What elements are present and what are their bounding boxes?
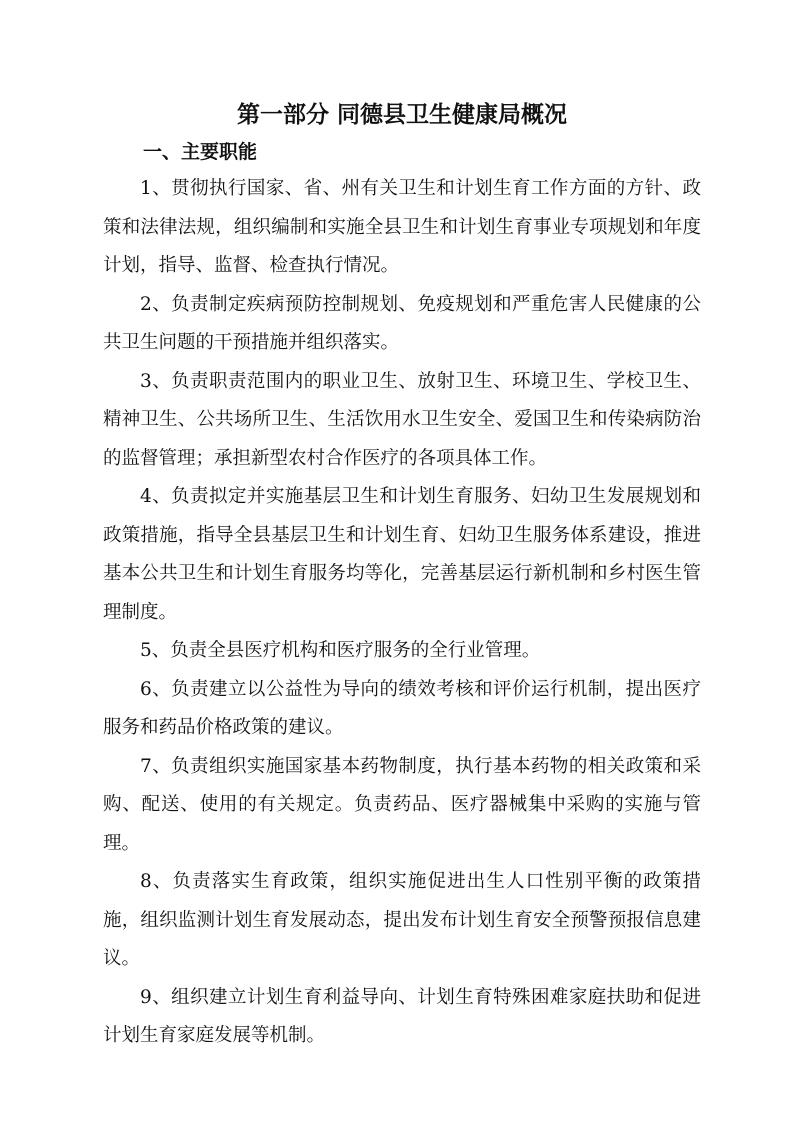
paragraph-duty-9: 9、组织建立计划生育利益导向、计划生育特殊困难家庭扶助和促进计划生育家庭发展等机制。 <box>103 986 701 1046</box>
paragraph-duty-6: 6、负责建立以公益性为导向的绩效考核和评价运行机制，提出医疗服务和药品价格政策的建议。 <box>103 678 701 738</box>
paragraph-duty-3: 3、负责职责范围内的职业卫生、放射卫生、环境卫生、学校卫生、精神卫生、公共场所卫生、生活饮用水卫生安全、爱国卫生和传染病防治的监督管理；承担新型农村合作医疗的各项具体工作。 <box>103 370 701 469</box>
paragraph-duty-8: 8、负责落实生育政策，组织实施促进出生人口性别平衡的政策措施，组织监测计划生育发展动态，提出发布计划生育安全预警预报信息建议。 <box>103 871 701 969</box>
paragraph-duty-5: 5、负责全县医疗机构和医疗服务的全行业管理。 <box>140 640 541 661</box>
paragraph-duty-4: 4、负责拟定并实施基层卫生和计划生育服务、妇幼卫生发展规划和政策措施，指导全县基层卫生和计划生育、妇幼卫生服务体系建设，推进基本公共卫生和计划生育服务均等化，完善基层运行新机制和乡村医生管理制度。 <box>103 486 701 623</box>
section-heading: 一、主要职能 <box>143 141 258 163</box>
paragraph-duty-1: 1、贯彻执行国家、省、州有关卫生和计划生育工作方面的方针、政策和法律法规，组织编制和实施全县卫生和计划生育事业专项规划和年度计划，指导、监督、检查执行情况。 <box>103 178 701 276</box>
page-title: 第一部分 同德县卫生健康局概况 <box>236 102 567 128</box>
paragraph-duty-2: 2、负责制定疾病预防控制规划、免疫规划和严重危害人民健康的公共卫生问题的干预措施并组织落实。 <box>103 293 701 353</box>
paragraph-list <box>103 170 701 1056</box>
paragraph-duty-7: 7、负责组织实施国家基本药物制度，执行基本药物的相关政策和采购、配送、使用的有关规定。负责药品、医疗器械集中采购的实施与管理。 <box>103 755 701 854</box>
